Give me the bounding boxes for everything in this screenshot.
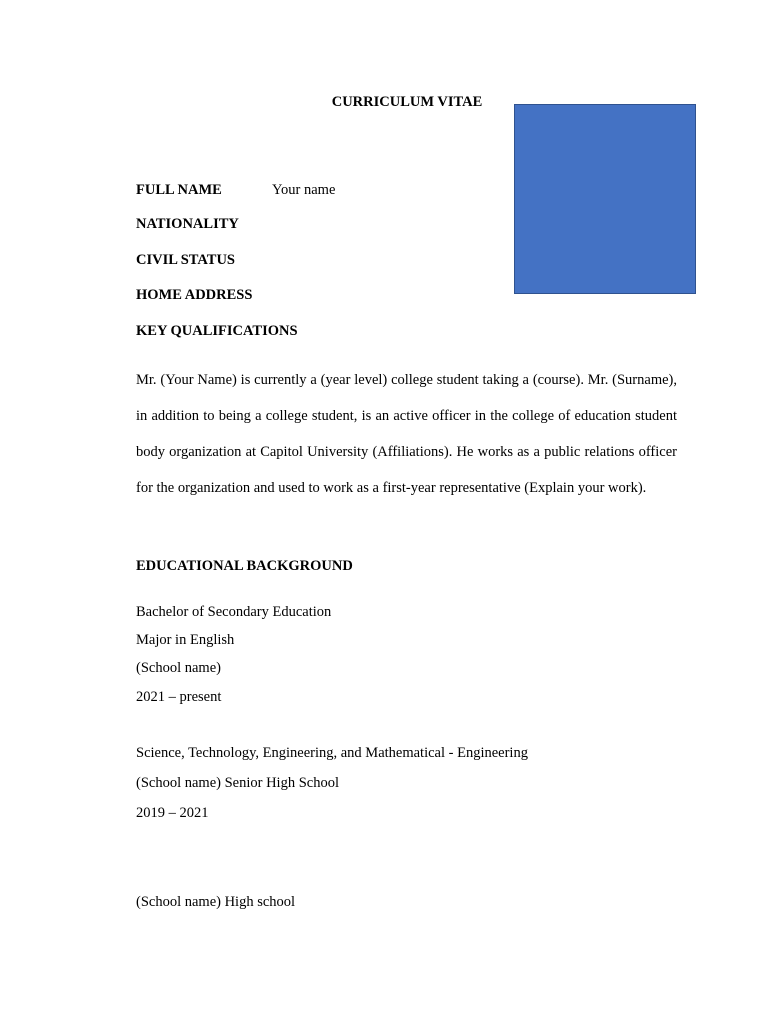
key-qualifications-paragraph: Mr. (Your Name) is currently a (year level) college student taking a (course). Mr. (Surname), in addition to being a college student, is an active officer in the college of education student body organization at Capitol University (Affiliations). He works as a public relations officer for the organization and used to work as a first-year representative (Explain your work). bbox=[136, 372, 677, 496]
photo-placeholder bbox=[514, 104, 696, 294]
nationality-label: NATIONALITY bbox=[136, 216, 239, 232]
education-line: (School name) High school bbox=[136, 894, 296, 910]
civil-status-label: CIVIL STATUS bbox=[136, 252, 235, 268]
education-line: Major in English bbox=[136, 632, 235, 648]
document-title: CURRICULUM VITAE bbox=[331, 94, 483, 110]
education-line: Bachelor of Secondary Education bbox=[136, 604, 332, 620]
full-name-value: Your name bbox=[272, 182, 336, 198]
education-line: 2021 – present bbox=[136, 689, 222, 705]
education-line: (School name) bbox=[136, 660, 221, 676]
education-line: (School name) Senior High School bbox=[136, 775, 339, 791]
home-address-label: HOME ADDRESS bbox=[136, 287, 253, 303]
education-line: 2019 – 2021 bbox=[136, 805, 209, 821]
education-line: Science, Technology, Engineering, and Mathematical - Engineering bbox=[136, 745, 528, 761]
full-name-label: FULL NAME bbox=[136, 182, 222, 198]
education-heading: EDUCATIONAL BACKGROUND bbox=[136, 558, 353, 574]
key-qualifications-label: KEY QUALIFICATIONS bbox=[136, 323, 298, 339]
